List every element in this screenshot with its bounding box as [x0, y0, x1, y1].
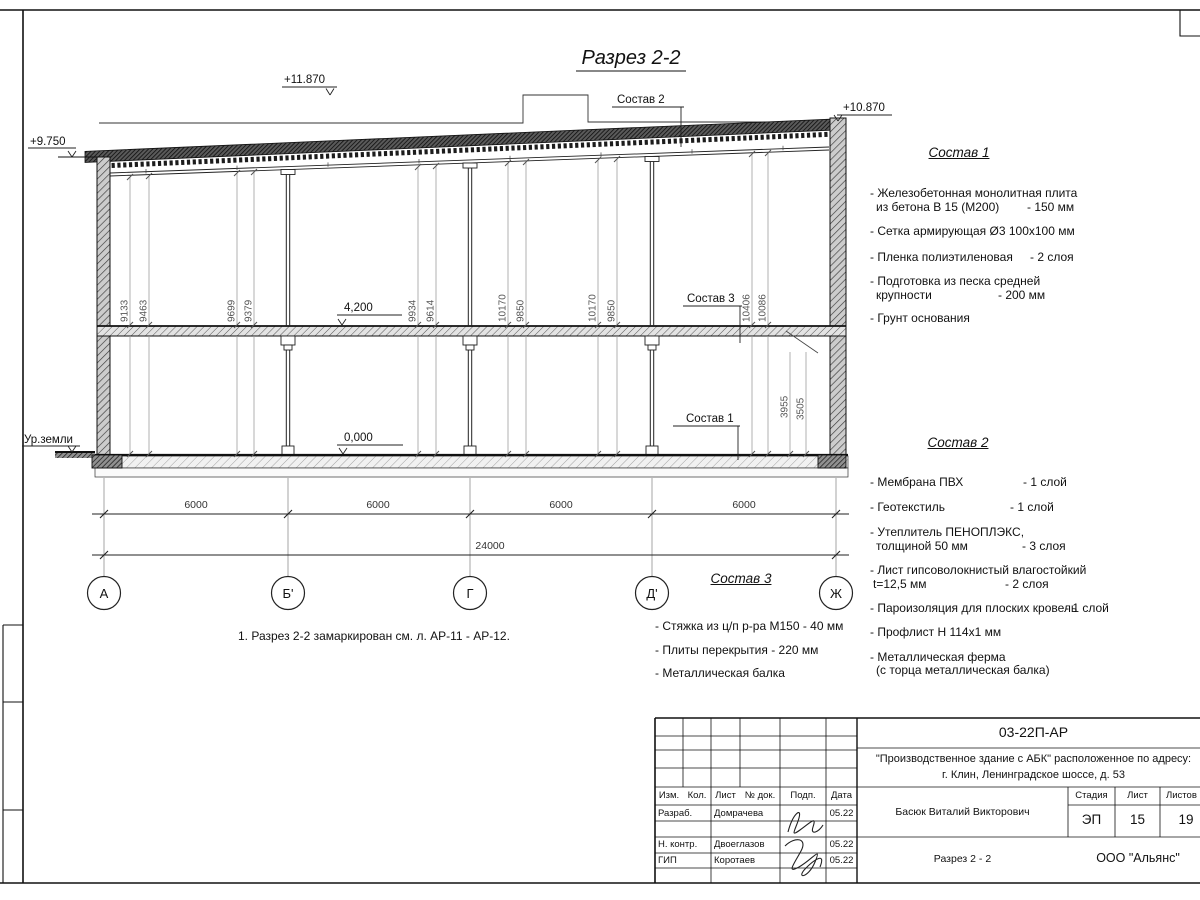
- sostav2-item: - Мембрана ПВХ: [870, 475, 964, 489]
- sostav1-item: из бетона В 15 (М200): [876, 200, 1000, 214]
- elevation-right: +10.870: [843, 102, 885, 114]
- row-name: Коротаев: [714, 855, 756, 866]
- axis-label: Б': [282, 586, 294, 601]
- sostav2-value: - 2 слоя: [1005, 577, 1049, 591]
- sostav1-value: - 2 слоя: [1030, 250, 1074, 264]
- sheet-label: Лист: [1127, 790, 1148, 801]
- sostav2-item: - Лист гипсоволокнистый влагостойкий: [870, 563, 1087, 577]
- signature-razrab: [788, 813, 823, 834]
- sostav2-item: - Пароизоляция для плоских кровель: [870, 601, 1078, 615]
- elevation-marks: [22, 47, 892, 454]
- dim-height: 9463: [138, 299, 150, 322]
- callout-sostav1: Состав 1: [686, 413, 734, 425]
- sostav1-item: - Грунт основания: [870, 311, 970, 325]
- dim-height: 9934: [407, 299, 419, 322]
- chief-name: Басюк Виталий Викторович: [895, 806, 1030, 818]
- sostav2-item: - Профлист Н 114х1 мм: [870, 625, 1002, 639]
- left-wall: [97, 157, 110, 455]
- sheet-number: 15: [1129, 812, 1146, 827]
- floor2-slab: [97, 326, 846, 336]
- frame-corner-box: [1180, 10, 1200, 36]
- dim-span: 6000: [732, 499, 756, 511]
- sostav2-value: - 3 слоя: [1022, 539, 1066, 553]
- left-margin-stamps: [3, 625, 23, 883]
- dim-height: 3955: [779, 395, 791, 418]
- sostav3-heading: Состав 3: [710, 571, 772, 586]
- row-name: Двоеглазов: [714, 839, 765, 850]
- signature-gip: [785, 840, 822, 876]
- drawing-name: Разрез 2 - 2: [933, 853, 992, 865]
- col-header-list: Лист: [715, 790, 736, 801]
- sostav2-value: - 1 слой: [1023, 475, 1067, 489]
- callout-sostav3: Состав 3: [687, 293, 735, 305]
- dim-height: 3505: [795, 397, 807, 420]
- sostav2-item: - Утеплитель ПЕНОПЛЭКС,: [870, 525, 1025, 539]
- dim-span: 6000: [184, 499, 208, 511]
- roof-slab: [85, 119, 830, 162]
- row-role: Н. контр.: [658, 839, 698, 850]
- ground-level-label: Ур.земли: [24, 434, 73, 446]
- dim-height: 9850: [515, 299, 527, 322]
- project-name-line2: г. Клин, Ленинградское шоссе, д. 53: [942, 769, 1125, 781]
- col-header-izm: Изм.: [658, 790, 680, 801]
- sostav2-value: - 1 слой: [1065, 601, 1109, 615]
- organization-name: ООО "Альянс": [1096, 851, 1180, 865]
- sheets-total-label: Листов: [1166, 790, 1197, 801]
- sostav2-item: толщиной 50 мм: [876, 539, 968, 553]
- sostav1-item: крупности: [876, 288, 932, 302]
- sostav3-item: - Стяжка из ц/п р-ра М150 - 40 мм: [655, 619, 844, 633]
- sostav2-heading: Состав 2: [927, 435, 989, 450]
- sostav2-item: - Геотекстиль: [870, 500, 945, 514]
- sostav3-item: - Металлическая балка: [655, 666, 785, 680]
- stage-label: Стадия: [1075, 790, 1108, 801]
- dim-total: 24000: [475, 540, 505, 552]
- dim-span: 6000: [549, 499, 573, 511]
- sostav2-value: - 1 слой: [1010, 500, 1054, 514]
- elevation-zero: 0,000: [344, 432, 373, 444]
- row-role: Разраб.: [658, 808, 693, 819]
- sostav2-item: (с торца металлическая балка): [876, 663, 1050, 677]
- parapet-outline: [99, 95, 830, 123]
- sostav1-item: - Пленка полиэтиленовая: [870, 250, 1013, 264]
- col-header-ndok: № док.: [744, 790, 776, 801]
- axis-label: Ж: [829, 586, 843, 601]
- sostav2-item: - Металлическая ферма: [870, 650, 1006, 664]
- beam-details: [281, 336, 659, 350]
- sostav1-item: - Подготовка из песка средней: [870, 274, 1041, 288]
- dim-height: 9614: [425, 299, 437, 322]
- dim-height: 9699: [226, 299, 238, 322]
- upper-columns: [281, 157, 659, 327]
- dim-height: 9133: [119, 299, 131, 322]
- elevation-floor2: 4,200: [344, 302, 373, 314]
- row-role: ГИП: [658, 855, 677, 866]
- lower-columns: [282, 350, 658, 455]
- axis-label: Д': [646, 586, 658, 601]
- drawing-title: Разрез 2-2: [581, 47, 681, 69]
- sostav1-value: - 150 мм: [1027, 200, 1075, 214]
- elevation-eave: +9.750: [30, 136, 66, 148]
- dim-height: 10406: [741, 294, 753, 322]
- sheets-total: 19: [1178, 812, 1194, 827]
- signatures: [785, 813, 823, 876]
- sostav2-item: t=12,5 мм: [873, 577, 927, 591]
- axis-label: Г: [466, 586, 474, 601]
- dim-height: 9850: [606, 299, 618, 322]
- col-header-kol: Кол.: [687, 790, 707, 801]
- document-code: 03-22П-АР: [998, 724, 1069, 740]
- dim-height: 9379: [243, 299, 255, 322]
- sostav3-item: - Плиты перекрытия - 220 мм: [655, 643, 819, 657]
- sostav1-item: - Железобетонная монолитная плита: [870, 186, 1078, 200]
- axis-label: А: [99, 586, 109, 601]
- stage-value: ЭП: [1081, 812, 1102, 827]
- col-header-data: Дата: [830, 790, 853, 801]
- layer-callouts: [612, 94, 742, 460]
- row-date: 05.22: [829, 855, 854, 866]
- sostav1-item: - Сетка армирующая Ø3 100х100 мм: [870, 224, 1075, 238]
- bottom-dimensions: [92, 478, 849, 577]
- row-date: 05.22: [829, 808, 854, 819]
- dim-height: 10086: [757, 294, 769, 322]
- col-header-podp: Подп.: [790, 790, 816, 801]
- dim-height: 10170: [497, 294, 509, 322]
- elevation-parapet: +11.870: [284, 74, 326, 86]
- drawing-note: 1. Разрез 2-2 замаркирован см. л. АР-11 - АР-12.: [238, 629, 510, 643]
- sostav1-heading: Состав 1: [928, 145, 990, 160]
- row-name: Домрачева: [714, 808, 764, 819]
- ground-slab: [55, 452, 848, 477]
- sostav1-value: - 200 мм: [998, 288, 1046, 302]
- callout-sostav2: Состав 2: [617, 94, 665, 106]
- right-wall: [830, 118, 846, 455]
- project-name-line1: "Производственное здание с АБК" расположенное по адресу:: [875, 753, 1192, 765]
- row-date: 05.22: [829, 839, 854, 850]
- dim-height: 10170: [587, 294, 599, 322]
- dim-span: 6000: [366, 499, 390, 511]
